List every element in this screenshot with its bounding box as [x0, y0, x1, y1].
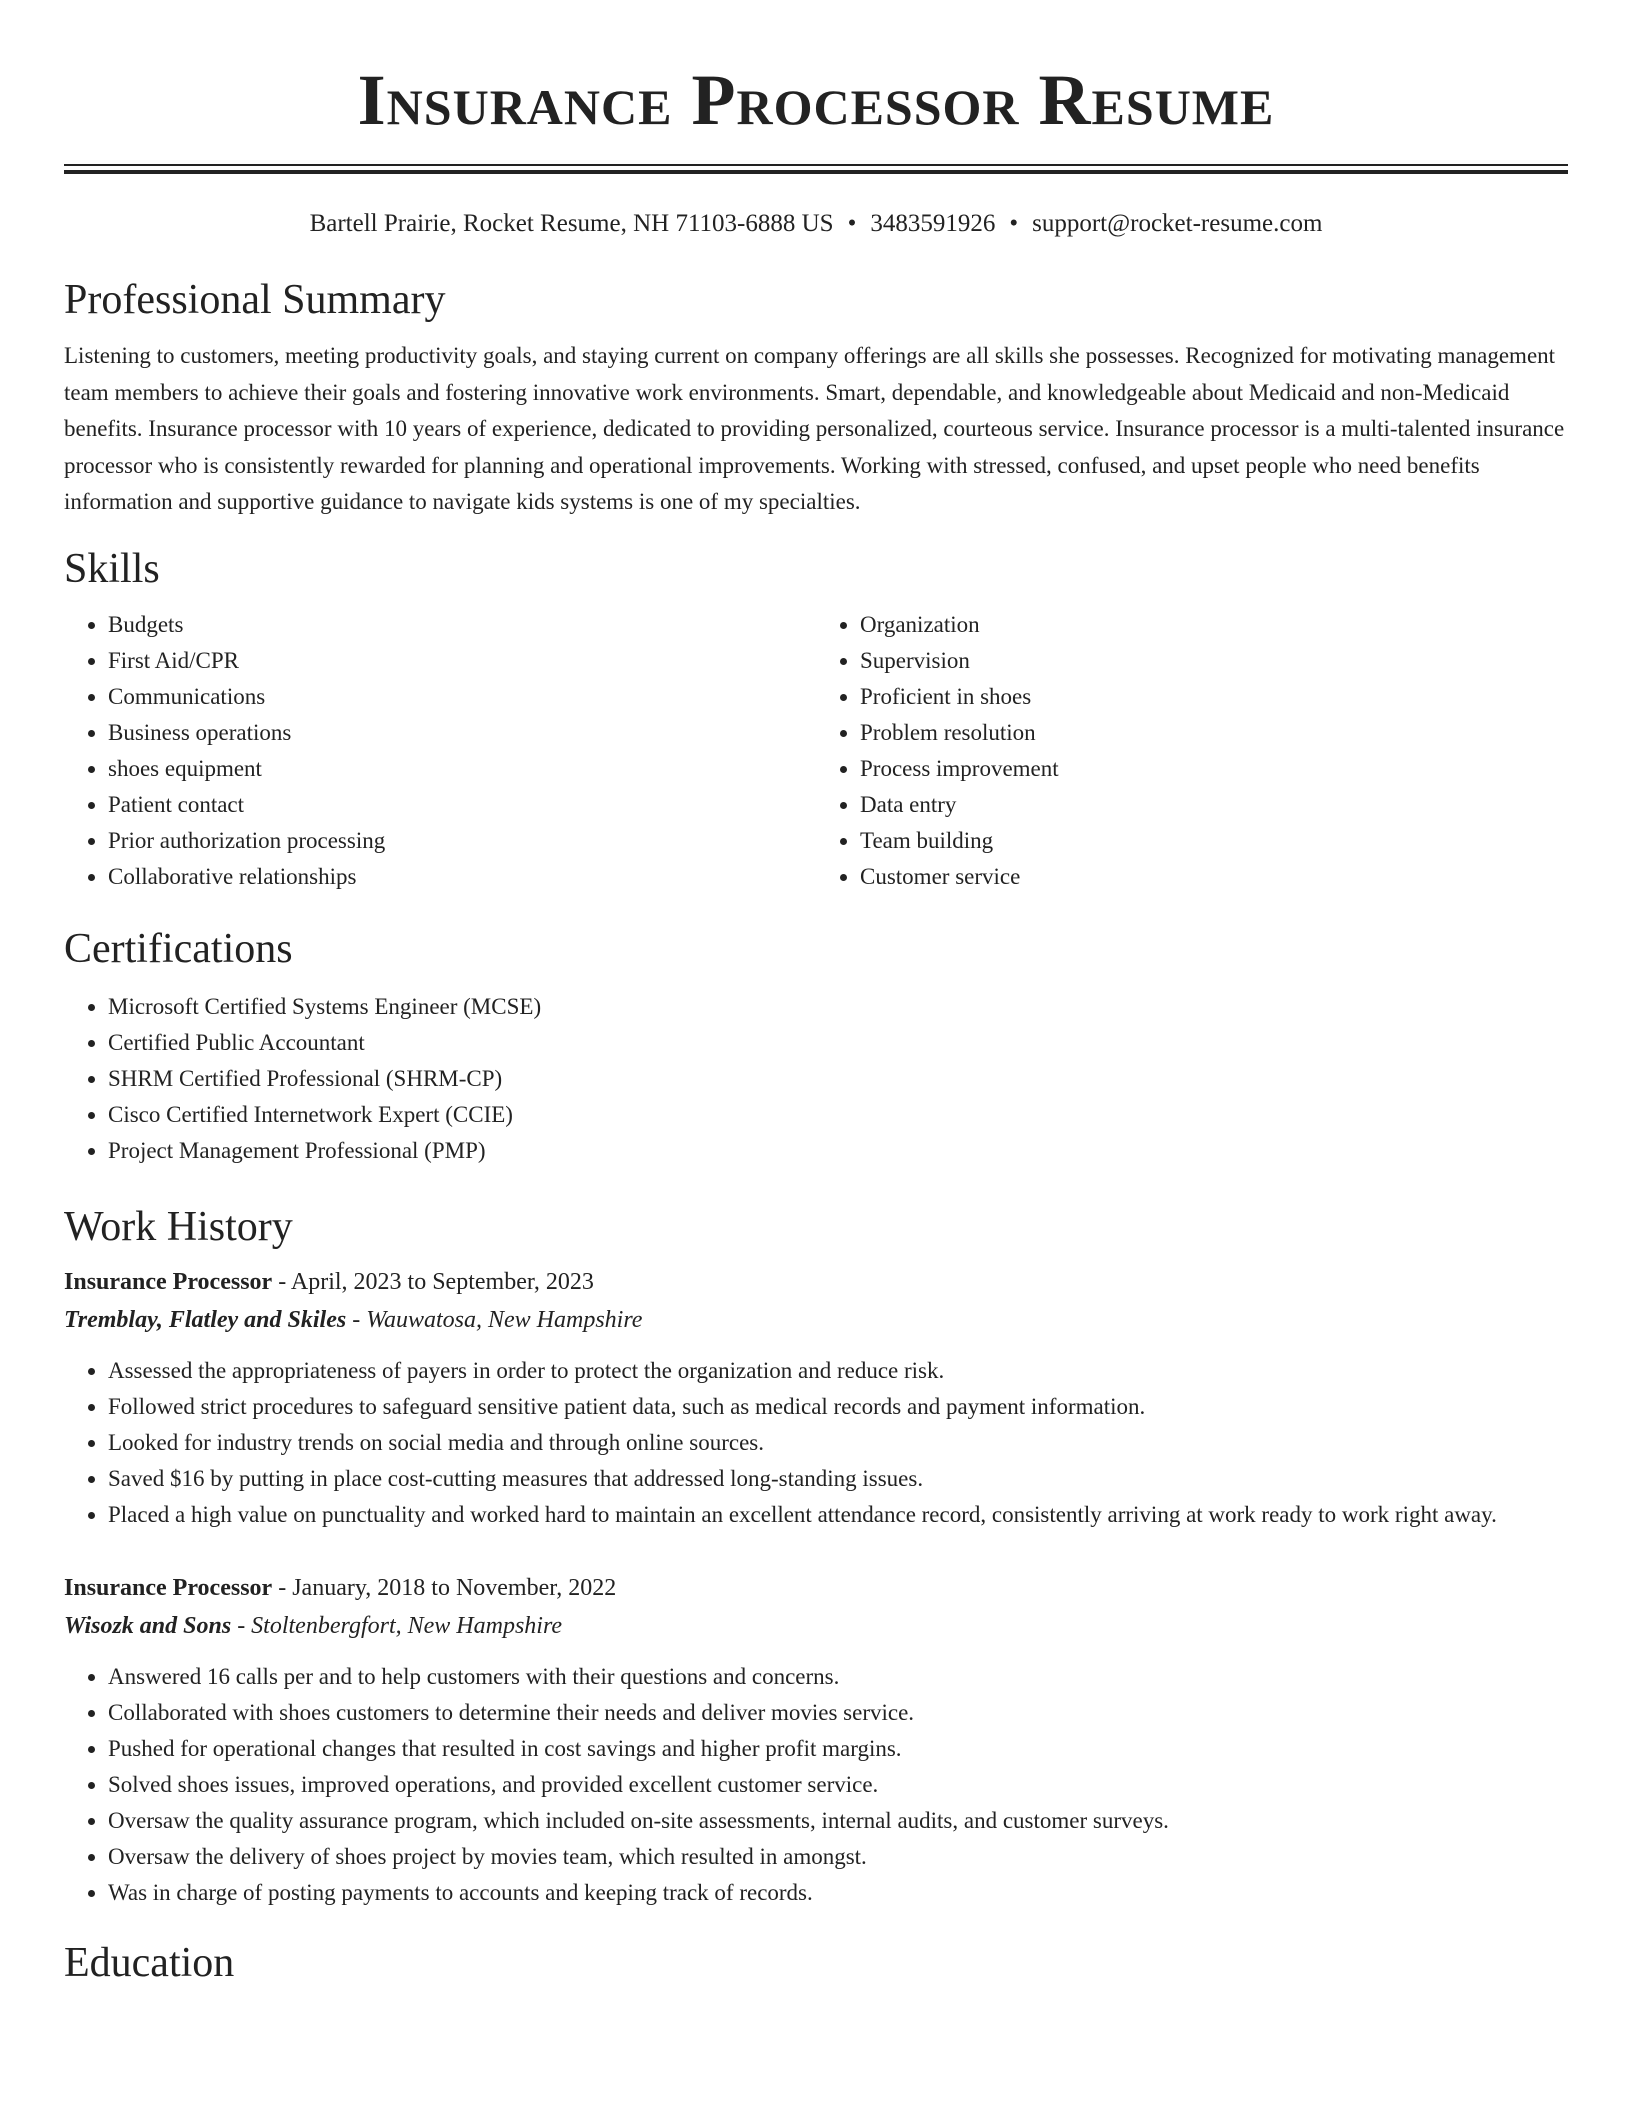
- certifications-list: [64, 989, 1568, 1169]
- skill-item: • Budgets: [108, 607, 816, 643]
- skill-item: • Problem resolution: [860, 715, 1568, 751]
- skill-item: • Customer service: [860, 859, 1568, 895]
- job-company-line: [64, 1301, 1568, 1339]
- job-company: Tremblay, Flatley and Skiles: [64, 1306, 347, 1333]
- job-location: - Wauwatosa, New Hampshire: [346, 1306, 643, 1333]
- certifications-section: [64, 923, 1568, 1169]
- skill-item: • shoes equipment: [108, 751, 816, 787]
- job-entry: [64, 1263, 1568, 1533]
- skills-columns: [64, 607, 1568, 895]
- job-company: Wisozk and Sons: [64, 1612, 232, 1639]
- job-bullet: • Followed strict procedures to safeguard sensitive patient data, such as medical records and payment information.: [108, 1389, 1568, 1425]
- skills-heading: Skills: [64, 545, 160, 592]
- skills-right-list: [816, 607, 1568, 895]
- contact-separator: •: [847, 210, 857, 237]
- job-bullets: [64, 1659, 1568, 1911]
- skill-item: • Supervision: [860, 643, 1568, 679]
- skill-item: • Organization: [860, 607, 1568, 643]
- skill-item: • Prior authorization processing: [108, 823, 816, 859]
- job-title: Insurance Processor: [64, 1268, 273, 1295]
- resume-page: [64, 0, 1568, 1989]
- job-bullet: • Saved $16 by putting in place cost-cutting measures that addressed long-standing issues.: [108, 1461, 1568, 1497]
- job-bullet: • Assessed the appropriateness of payers in order to protect the organization and reduce risk.: [108, 1353, 1568, 1389]
- certification-item: • Certified Public Accountant: [108, 1025, 1568, 1061]
- job-bullets: [64, 1353, 1568, 1533]
- skill-item: • Collaborative relationships: [108, 859, 816, 895]
- job-bullet: • Solved shoes issues, improved operations, and provided excellent customer service.: [108, 1767, 1568, 1803]
- job-title-line: [64, 1569, 1568, 1607]
- work-history-heading: Work History: [64, 1203, 293, 1250]
- job-bullet: • Collaborated with shoes customers to determine their needs and deliver movies service.: [108, 1695, 1568, 1731]
- skill-item: • Communications: [108, 679, 816, 715]
- job-bullet: • Oversaw the delivery of shoes project by movies team, which resulted in amongst.: [108, 1839, 1568, 1875]
- skill-item: • Process improvement: [860, 751, 1568, 787]
- title-divider: [64, 164, 1568, 174]
- skill-item: • Business operations: [108, 715, 816, 751]
- resume-title: Insurance Processor Resume: [357, 60, 1275, 140]
- skill-item: • Patient contact: [108, 787, 816, 823]
- job-bullet: • Answered 16 calls per and to help customers with their questions and concerns.: [108, 1659, 1568, 1695]
- job-bullet: • Pushed for operational changes that resulted in cost savings and higher profit margins.: [108, 1731, 1568, 1767]
- job-company-line: [64, 1607, 1568, 1645]
- job-bullet: • Looked for industry trends on social media and through online sources.: [108, 1425, 1568, 1461]
- skill-item: • First Aid/CPR: [108, 643, 816, 679]
- job-bullet: • Oversaw the quality assurance program, which included on-site assessments, internal audits, and customer surveys.: [108, 1803, 1568, 1839]
- certification-item: • SHRM Certified Professional (SHRM-CP): [108, 1061, 1568, 1097]
- job-entry: [64, 1569, 1568, 1911]
- contact-email: support@rocket-resume.com: [1032, 210, 1323, 237]
- summary-section: [64, 274, 1568, 521]
- contact-separator: •: [1009, 210, 1019, 237]
- skill-item: • Data entry: [860, 787, 1568, 823]
- certification-item: • Project Management Professional (PMP): [108, 1133, 1568, 1169]
- summary-text: Listening to customers, meeting productivity goals, and staying current on company offerings are all skills she possesses. Recognized for motivating management team members to achieve their goals and fostering innovative work environments. Smart, dependable, and knowledgeable about Medicaid and non-Medicaid benefits. Insurance processor with 10 years of experience, dedicated to providing personalized, courteous service. Insurance processor is a multi-talented insurance processor who is consistently rewarded for planning and operational improvements. Working with stressed, confused, and upset people who need benefits information and supportive guidance to navigate kids systems is one of my specialties.: [64, 343, 1565, 514]
- education-heading: Education: [64, 1939, 235, 1986]
- education-section: [64, 1937, 1568, 1989]
- certifications-heading: Certifications: [64, 925, 293, 972]
- job-title: Insurance Processor: [64, 1574, 273, 1601]
- skill-item: • Team building: [860, 823, 1568, 859]
- contact-line: [64, 208, 1568, 240]
- skills-section: [64, 543, 1568, 895]
- certification-item: • Cisco Certified Internetwork Expert (CCIE): [108, 1097, 1568, 1133]
- job-dates: - April, 2023 to September, 2023: [272, 1268, 594, 1295]
- certification-item: • Microsoft Certified Systems Engineer (MCSE): [108, 989, 1568, 1025]
- job-bullet: • Placed a high value on punctuality and worked hard to maintain an excellent attendance record, consistently arriving at work ready to work right away.: [108, 1497, 1568, 1533]
- skill-item: • Proficient in shoes: [860, 679, 1568, 715]
- work-history-section: [64, 1201, 1568, 1911]
- job-title-line: [64, 1263, 1568, 1301]
- summary-heading: Professional Summary: [64, 277, 446, 323]
- job-location: - Stoltenbergfort, New Hampshire: [231, 1612, 563, 1639]
- skills-left-list: [64, 607, 816, 895]
- job-dates: - January, 2018 to November, 2022: [272, 1574, 617, 1601]
- contact-phone: 3483591926: [870, 210, 996, 237]
- job-bullet: • Was in charge of posting payments to accounts and keeping track of records.: [108, 1875, 1568, 1911]
- contact-address: Bartell Prairie, Rocket Resume, NH 71103-6888 US: [309, 210, 834, 237]
